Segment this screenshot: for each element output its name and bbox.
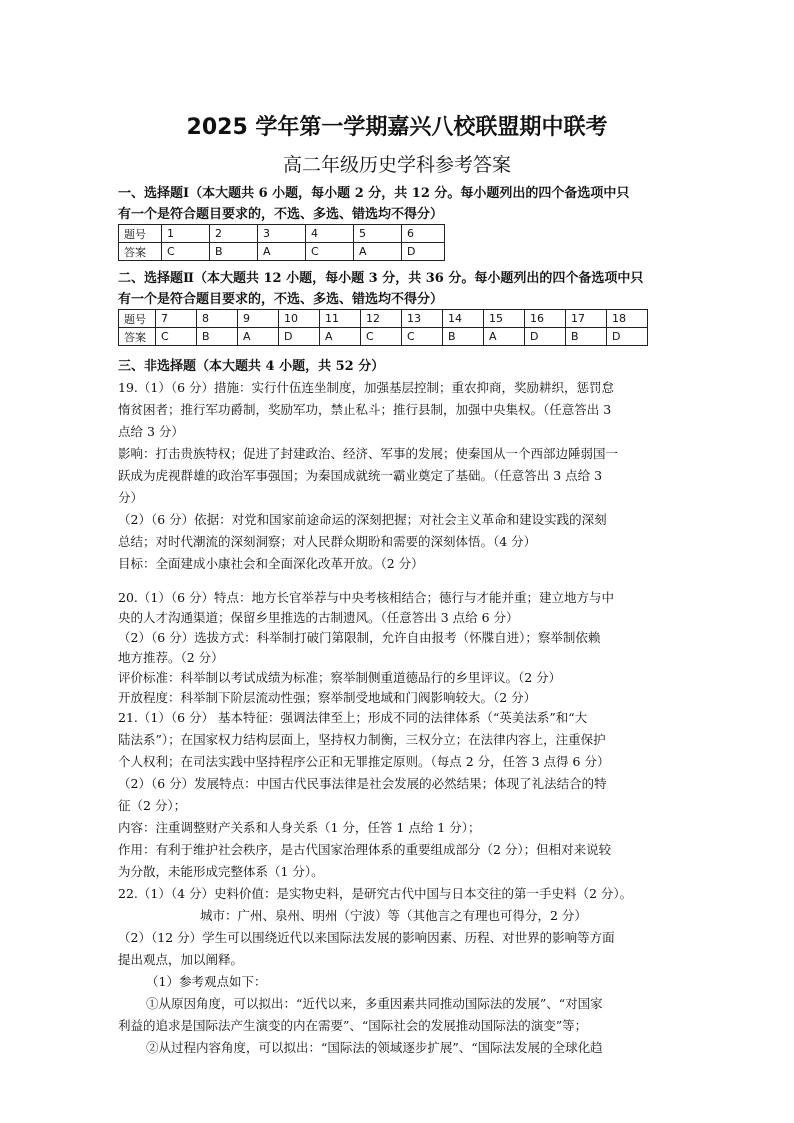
answer-line: 提出观点，加以阐释。 [118, 952, 244, 967]
table-cell: B [210, 243, 258, 261]
table-row-label: 题号 [119, 225, 162, 243]
table-cell: C [162, 243, 210, 261]
table-cell: B [197, 328, 238, 346]
exam-subtitle: 高二年级历史学科参考答案 [282, 154, 511, 176]
table-cell: 9 [238, 310, 279, 328]
table-cell: C [156, 328, 197, 346]
answer-line: （1）参考观点如下： [146, 974, 267, 989]
answer-line: 目标：全面建成小康社会和全面深化改革开放。（2 分） [118, 556, 424, 571]
table-cell: 4 [306, 225, 354, 243]
answer-line: 评价标准：科举制以考试成绩为标准；察举制侧重道德品行的乡里评议。（2 分） [118, 670, 562, 685]
table-cell: C [306, 243, 354, 261]
table-row-label: 答案 [119, 243, 162, 261]
table-row [119, 225, 445, 243]
table-cell: C [402, 328, 443, 346]
answer-line: 地方推荐。（2 分） [118, 650, 224, 665]
table-cell: 6 [402, 225, 445, 243]
answer-line: 19.（1）（6 分）措施：实行什伍连坐制度，加强基层控制；重农抑商，奖励耕织，惩罚怠 [118, 380, 615, 395]
section2-heading-line1: 二、选择题Ⅱ（本大题共 12 小题，每小题 3 分，共 36 分。每小题列出的四个备选项中只 [118, 271, 644, 286]
table-cell: D [279, 328, 320, 346]
answer-line: 点给 3 分） [118, 424, 184, 439]
answer-line: 惰贫困者；推行军功爵制，奖励军功，禁止私斗；推行县制，加强中央集权。（任意答出 3 [118, 402, 612, 417]
answer-line: （2）（12 分）学生可以围绕近代以来国际法发展的影响因素、历程、对世界的影响等方面 [118, 930, 615, 945]
table-cell: D [525, 328, 566, 346]
table-cell: 16 [525, 310, 566, 328]
table-cell: 11 [320, 310, 361, 328]
table-cell: A [258, 243, 306, 261]
table-cell: 13 [402, 310, 443, 328]
table-cell: B [566, 328, 607, 346]
table-cell: 7 [156, 310, 197, 328]
answer-line: 分） [118, 490, 144, 505]
answer-line: 21.（1）（6 分） 基本特征：强调法律至上；形成不同的法律体系（“英美法系”和“大 [118, 710, 588, 725]
answer-line: （2）（6 分）依据：对党和国家前途命运的深刻把握；对社会主义革命和建设实践的深刻 [118, 512, 607, 527]
table-cell: 12 [361, 310, 402, 328]
table-cell: A [238, 328, 279, 346]
answer-line: 影响：打击贵族特权；促进了封建政治、经济、军事的发展；使秦国从一个西部边陲弱国一 [118, 446, 619, 461]
answer-line: 开放程度：科举制下阶层流动性强；察举制受地域和门阀影响较大。（2 分） [118, 690, 537, 705]
answer-line: 陆法系”）；在国家权力结构层面上，坚持权力制衡，三权分立；在法律内容上，注重保护 [118, 732, 606, 747]
table-cell: 10 [279, 310, 320, 328]
table-cell: 14 [443, 310, 484, 328]
section2-heading-line2: 有一个是符合题目要求的，不选、多选、错选均不得分） [118, 292, 444, 307]
table-cell: B [443, 328, 484, 346]
section3-heading: 三、非选择题（本大题共 4 小题，共 52 分） [118, 359, 385, 374]
table-cell: 3 [258, 225, 306, 243]
answer-line: 总结；对时代潮流的深刻洞察；对人民群众期盼和需要的深刻体悟。（4 分） [118, 534, 537, 549]
answer-line: 作用：有利于维护社会秩序，是古代国家治理体系的重要组成部分（2 分）；但相对来说较 [118, 842, 612, 857]
table-row [119, 310, 648, 328]
table-row-label: 题号 [119, 310, 156, 328]
table-cell: 15 [484, 310, 525, 328]
exam-title: 2025 学年第一学期嘉兴八校联盟期中联考 [186, 115, 608, 140]
answer-line: 个人权利；在司法实践中坚持程序公正和无罪推定原则。（每点 2 分，任答 3 点得 6 分） [118, 754, 610, 769]
section1-heading-line1: 一、选择题Ⅰ（本大题共 6 小题，每小题 2 分，共 12 分。每小题列出的四个备选项中只 [118, 186, 630, 201]
answer-line: 为分散，未能形成完整体系（1 分）。 [118, 864, 324, 879]
table-cell: 1 [162, 225, 210, 243]
section2-answer-table [118, 309, 648, 346]
table-cell: 17 [566, 310, 607, 328]
section1-heading-line2: 有一个是符合题目要求的，不选、多选、错选均不得分） [118, 207, 444, 222]
answer-line: 22.（1）（4 分）史料价值：是实物史料，是研究古代中国与日本交往的第一手史料（2 分）。 [118, 886, 633, 901]
answer-line: （2）（6 分）发展特点：中国古代民事法律是社会发展的必然结果；体现了礼法结合的特 [118, 776, 607, 791]
answer-line: 央的人才沟通渠道；保留乡里推选的古制遗风。（任意答出 3 点给 6 分） [118, 610, 519, 625]
table-cell: A [320, 328, 361, 346]
section1-answer-table [118, 224, 445, 261]
table-cell: 18 [607, 310, 648, 328]
table-row-label: 答案 [119, 328, 156, 346]
answer-line: 内容：注重调整财产关系和人身关系（1 分，任答 1 点给 1 分）； [118, 820, 481, 835]
table-row [119, 243, 445, 261]
answer-line: （2）（6 分）选拔方式：科举制打破门第限制，允许自由报考（怀牒自进）；察举制依赖 [118, 630, 601, 645]
answer-line: 利益的追求是国际法产生演变的内在需要”、“国际社会的发展推动国际法的演变”等； [118, 1018, 588, 1033]
table-cell: C [361, 328, 402, 346]
table-cell: D [402, 243, 445, 261]
table-cell: A [354, 243, 402, 261]
answer-line: 20.（1）（6 分）特点：地方长官举荐与中央考核相结合；德行与才能并重；建立地方与中 [118, 590, 615, 605]
table-cell: 5 [354, 225, 402, 243]
answer-line: ①从原因角度，可以拟出：“近代以来，多重因素共同推动国际法的发展”、“对国家 [146, 996, 603, 1011]
answer-line: 征（2 分）； [118, 798, 187, 813]
table-cell: 2 [210, 225, 258, 243]
table-cell: A [484, 328, 525, 346]
table-cell: D [607, 328, 648, 346]
answer-line: ②从过程内容角度，可以拟出：“国际法的领域逐步扩展”、“国际法发展的全球化趋 [146, 1040, 603, 1055]
table-row [119, 328, 648, 346]
answer-line: 跃成为虎视群雄的政治军事强国；为秦国成就统一霸业奠定了基础。（任意答出 3 点给 3 [118, 468, 603, 483]
answer-line: 城市：广州、泉州、明州（宁波）等（其他言之有理也可得分，2 分） [200, 908, 587, 923]
table-cell: 8 [197, 310, 238, 328]
